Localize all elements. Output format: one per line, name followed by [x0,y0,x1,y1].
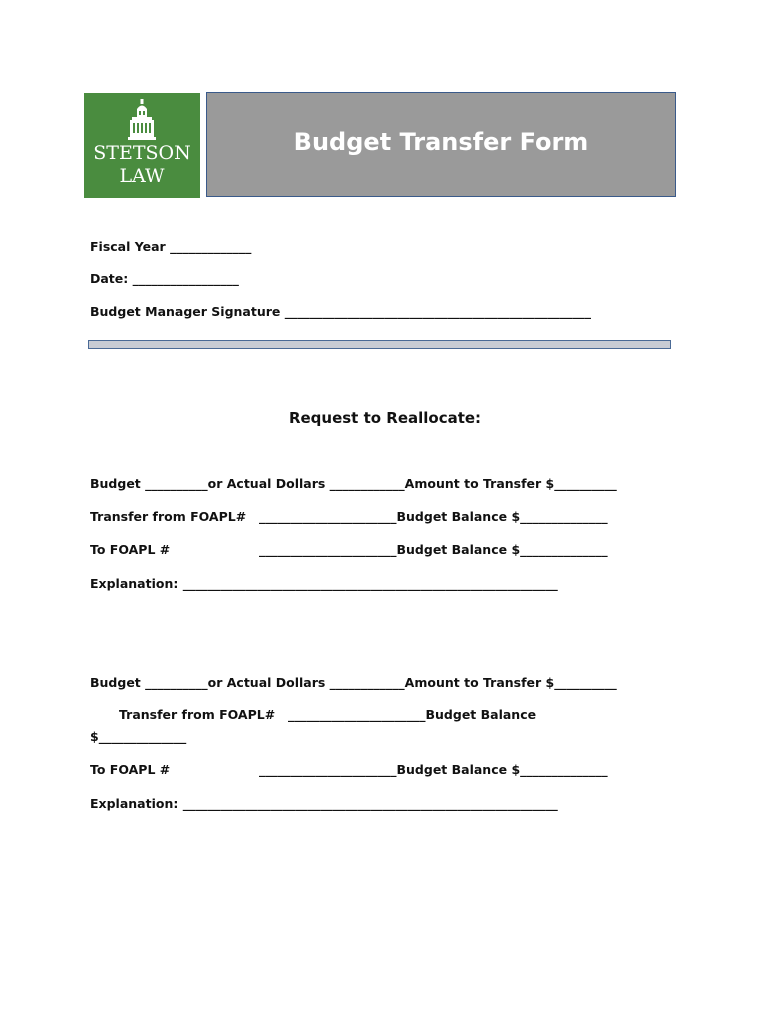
building-tower-icon [128,99,156,141]
block2-explanation-field[interactable]: Explanation: ____________________________________________________________ [90,796,558,811]
block2-to-foapl-field[interactable]: ______________________Budget Balance $______________ [259,762,608,777]
block1-to-foapl-label: To FOAPL # [90,542,171,557]
section-heading: Request to Reallocate: [288,409,482,427]
section-divider [88,340,671,349]
fiscal-year-field[interactable]: Fiscal Year _____________ [90,239,252,254]
budget-manager-signature-field[interactable]: Budget Manager Signature _________________________________________________ [90,304,591,319]
form-title: Budget Transfer Form [293,128,589,156]
title-banner [206,92,676,197]
block1-explanation-field[interactable]: Explanation: ____________________________________________________________ [90,576,558,591]
block2-transfer-from-label: Transfer from FOAPL# [119,707,276,722]
stetson-law-logo [84,93,200,198]
logo-text-stetson: STETSON [93,142,191,164]
block2-transfer-from-field[interactable]: ______________________Budget Balance [288,707,537,722]
block2-to-foapl-label: To FOAPL # [90,762,171,777]
block1-budget-line[interactable]: Budget __________or Actual Dollars ____________Amount to Transfer $__________ [90,476,617,491]
date-field[interactable]: Date: _________________ [90,271,239,286]
block1-transfer-from-label: Transfer from FOAPL# [90,509,247,524]
logo-text-law: LAW [119,165,165,187]
block2-balance-wrap-field[interactable]: $______________ [90,729,187,744]
block2-budget-line[interactable]: Budget __________or Actual Dollars ____________Amount to Transfer $__________ [90,675,617,690]
block1-transfer-from-field[interactable]: ______________________Budget Balance $______________ [259,509,608,524]
block1-to-foapl-field[interactable]: ______________________Budget Balance $______________ [259,542,608,557]
